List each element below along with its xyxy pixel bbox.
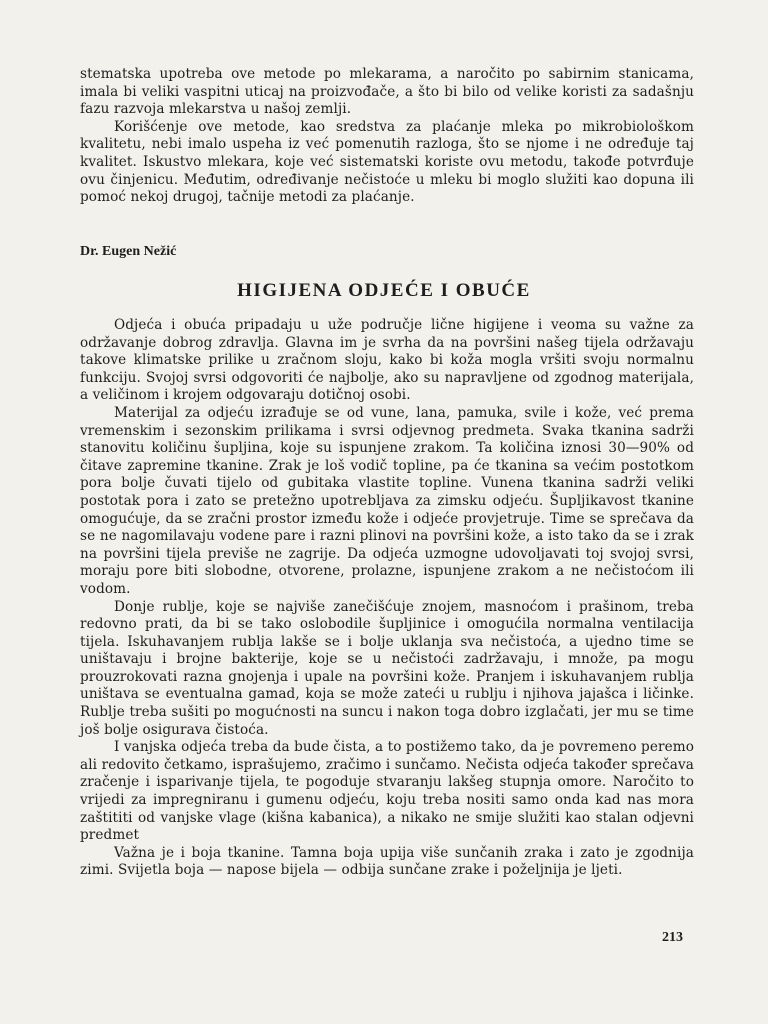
intro-section	[80, 66, 694, 207]
article-author: Dr. Eugen Nežić	[80, 244, 177, 259]
body-paragraph: I vanjska odjeća treba da bude čista, a to postižemo tako, da je povremeno peremo ali redovito četkamo, isprašujemo, zračimo i sunčamo. Nečista odjeća također sprečava zračenje i isparivanje tijela, te pogoduje stvaranju lakšeg stupnja omore. Naročito to vrijedi za impregniranu i gumenu odjeću, koju treba nositi samo onda kad nas mora zaštititi od vanjske vlage (kišna kabanica), a nikako ne smije služiti kao stalan odjevni predmet	[80, 739, 694, 844]
article-title: HIGIJENA ODJEĆE I OBUĆE	[237, 280, 531, 301]
article-body	[80, 317, 694, 880]
page-number: 213	[662, 930, 683, 945]
body-paragraph: Donje rublje, koje se najviše zanečišćuje znojem, masnoćom i prašinom, treba redovno prati, da bi se tako oslobodile šupljinice i omogućila normalna ventilacija tijela. Iskuhavanjem rublja lakše se i bolje uklanja sva nečistoća, a ujedno time se uništavaju i brojne bakterije, koje se u nečistoći zadržavaju, i množe, pa mogu prouzrokovati razna gnojenja i upale na površini kože. Pranjem i iskuhavanjem rublja uništava se eventualna gamad, koja se može zateći u rublju i njihova jajašca i ličinke. Rublje treba sušiti po mogućnosti na suncu i nakon toga dobro izglačati, jer mu se time još bolje osigurava čistoća.	[80, 598, 694, 738]
body-paragraph: Odjeća i obuća pripadaju u uže područje lične higijene i veoma su važne za održavanje dobrog zdravlja. Glavna im je svrha da na površini našeg tijela održavaju takove klimatske prilike u zračnom sloju, kako bi koža mogla vršiti svoju normalnu funkciju. Svojoj svrsi odgovoriti će najbolje, ako su napravljene od zgodnog materijala, a veličinom i krojem odgovaraju dotičnoj osobi.	[80, 317, 694, 404]
body-paragraph: Važna je i boja tkanine. Tamna boja upija više sunčanih zraka i zato je zgodnija zimi. Svijetla boja — napose bijela — odbija sunčane zrake i poželjnija je ljeti.	[80, 844, 694, 879]
intro-paragraph-2: Korišćenje ove metode, kao sredstva za plaćanje mleka po mikrobiološkom kvalitetu, nebi imalo uspeha iz već pomenutih razloga, što se njome i ne određuje taj kvalitet. Iskustvo mlekara, koje već sistematski koriste ovu metodu, takođe potvrđuje ovu činjenicu. Međutim, određivanje nečistoće u mleku bi moglo služiti kao dopuna ili pomoć nekoj drugoj, tačnije metodi za plaćanje.	[80, 118, 694, 206]
body-paragraph: Materijal za odjeću izrađuje se od vune, lana, pamuka, svile i kože, već prema vremenskim i sezonskim prilikama i svrsi odjevnog predmeta. Svaka tkanina sadrži stanovitu količinu šupljina, koje su ispunjene zrakom. Ta količina iznosi 30—90% od čitave zapremine tkanine. Zrak je loš vodič topline, pa će tkanina sa većim postotkom pora bolje čuvati tijelo od gubitaka vlastite topline. Vunena tkanina sadrži veliki postotak pora i zato se pretežno upotrebljava za zimsku odjeću. Šupljikavost tkanine omogućuje, da se zračni prostor između kože i odjeće provjetruje. Time se sprečava da se ne nagomilavaju vodene pare i razni plinovi na površini kože, a isto tako da se i zrak na površini tijela previše ne zagrije. Da odjeća uzmogne udovoljavati toj svojoj svrsi, moraju pore biti slobodne, otvorene, prolazne, ispunjene zrakom a ne nečistoćom ili vodom.	[80, 404, 694, 597]
intro-paragraph-1: stematska upotreba ove metode po mlekarama, a naročito po sabirnim stanicama, imala bi veliki vaspitni uticaj na proizvođače, a što bi bilo od velike koristi za sadašnju fazu razvoja mlekarstva u našoj zemlji.	[80, 66, 694, 118]
